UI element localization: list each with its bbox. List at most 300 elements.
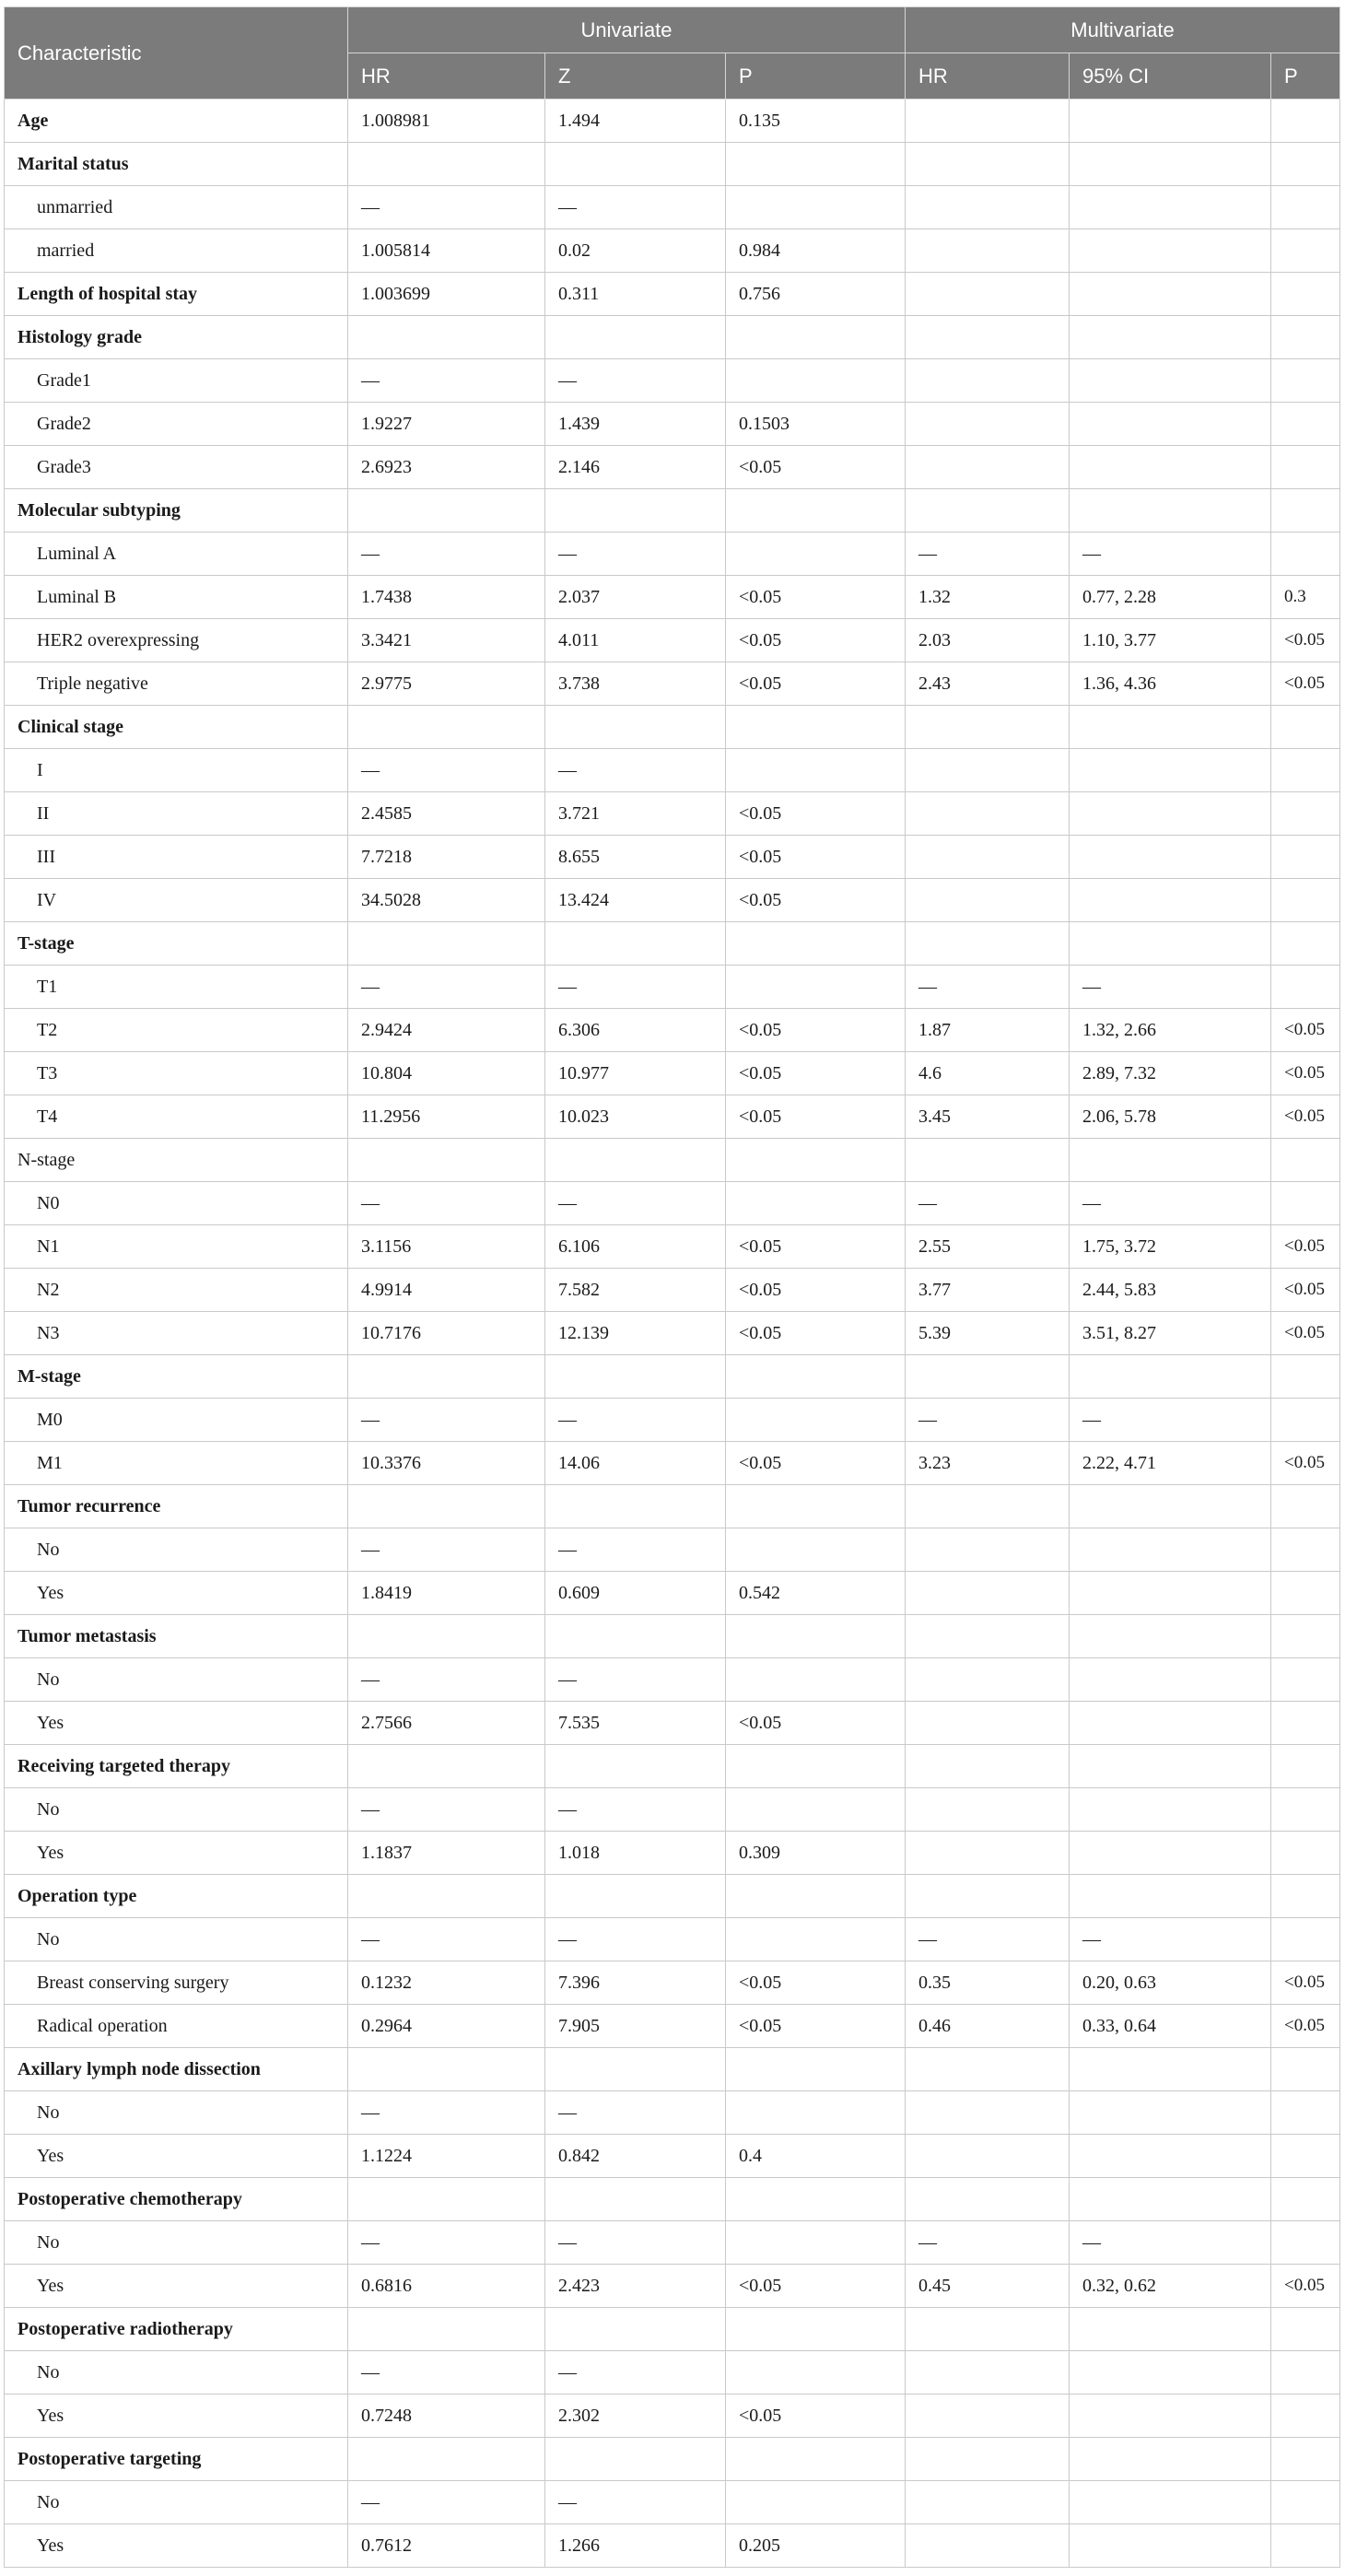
- uni-hr-cell: 10.804: [348, 1052, 545, 1095]
- uni-hr-cell: —: [348, 2351, 545, 2395]
- table-row: [5, 1182, 1340, 1225]
- uni-hr-cell: [348, 1485, 545, 1528]
- multi-p-cell: [1271, 1918, 1340, 1961]
- uni-hr-cell: [348, 1615, 545, 1658]
- characteristic-cell: No: [5, 1788, 348, 1832]
- uni-z-cell: 0.311: [545, 273, 726, 316]
- multi-hr-cell: [906, 273, 1070, 316]
- multi-p-cell: [1271, 879, 1340, 922]
- uni-hr-cell: —: [348, 1918, 545, 1961]
- uni-hr-cell: —: [348, 1399, 545, 1442]
- multi-p-cell: <0.05: [1271, 2265, 1340, 2308]
- multi-p-cell: [1271, 1658, 1340, 1702]
- uni-p-cell: <0.05: [726, 576, 906, 619]
- characteristic-cell: III: [5, 836, 348, 879]
- uni-hr-cell: 1.008981: [348, 100, 545, 143]
- characteristic-cell: Length of hospital stay: [5, 273, 348, 316]
- uni-z-cell: —: [545, 1528, 726, 1572]
- uni-z-cell: 7.396: [545, 1961, 726, 2005]
- uni-z-cell: 2.423: [545, 2265, 726, 2308]
- multi-hr-cell: —: [906, 1918, 1070, 1961]
- multi-p-cell: [1271, 792, 1340, 836]
- uni-z-cell: [545, 1355, 726, 1399]
- uni-p-cell: <0.05: [726, 619, 906, 662]
- uni-z-cell: [545, 489, 726, 533]
- characteristic-cell: Yes: [5, 1702, 348, 1745]
- multi-hr-cell: 2.55: [906, 1225, 1070, 1269]
- multi-ci-cell: [1070, 1832, 1271, 1875]
- uni-hr-cell: 10.7176: [348, 1312, 545, 1355]
- uni-p-cell: <0.05: [726, 1095, 906, 1139]
- table-row: [5, 749, 1340, 792]
- multi-p-cell: [1271, 1788, 1340, 1832]
- characteristic-cell: No: [5, 2091, 348, 2135]
- uni-p-cell: <0.05: [726, 836, 906, 879]
- table-row: [5, 229, 1340, 273]
- multi-hr-cell: [906, 229, 1070, 273]
- uni-p-cell: [726, 1399, 906, 1442]
- multi-p-cell: [1271, 2524, 1340, 2568]
- table-row: [5, 1788, 1340, 1832]
- multi-ci-cell: —: [1070, 2221, 1271, 2265]
- uni-p-cell: <0.05: [726, 662, 906, 706]
- multi-hr-cell: 0.45: [906, 2265, 1070, 2308]
- multi-ci-cell: [1070, 2481, 1271, 2524]
- uni-z-cell: 6.306: [545, 1009, 726, 1052]
- table-row: [5, 576, 1340, 619]
- multi-hr-cell: [906, 2091, 1070, 2135]
- multi-hr-cell: [906, 2395, 1070, 2438]
- characteristic-cell: Breast conserving surgery: [5, 1961, 348, 2005]
- uni-hr-cell: [348, 1745, 545, 1788]
- multi-p-cell: [1271, 966, 1340, 1009]
- multi-hr-cell: [906, 403, 1070, 446]
- multi-ci-cell: —: [1070, 1399, 1271, 1442]
- multi-ci-cell: [1070, 1788, 1271, 1832]
- uni-hr-cell: [348, 706, 545, 749]
- multi-ci-cell: [1070, 1355, 1271, 1399]
- table-row: [5, 1875, 1340, 1918]
- uni-hr-cell: 1.003699: [348, 273, 545, 316]
- multi-ci-cell: [1070, 749, 1271, 792]
- multi-p-cell: [1271, 1182, 1340, 1225]
- uni-hr-cell: [348, 2308, 545, 2351]
- multi-ci-cell: [1070, 1139, 1271, 1182]
- multi-hr-cell: 3.77: [906, 1269, 1070, 1312]
- characteristic-cell: II: [5, 792, 348, 836]
- multi-p-cell: [1271, 143, 1340, 186]
- multi-ci-cell: 2.06, 5.78: [1070, 1095, 1271, 1139]
- uni-p-cell: 0.4: [726, 2135, 906, 2178]
- uni-z-cell: —: [545, 749, 726, 792]
- uni-hr-cell: [348, 143, 545, 186]
- uni-z-cell: —: [545, 533, 726, 576]
- characteristic-cell: Yes: [5, 2524, 348, 2568]
- uni-p-cell: [726, 1485, 906, 1528]
- multi-p-cell: [1271, 403, 1340, 446]
- characteristic-cell: Yes: [5, 1572, 348, 1615]
- table-row: [5, 662, 1340, 706]
- multi-p-cell: <0.05: [1271, 1442, 1340, 1485]
- characteristic-cell: Operation type: [5, 1875, 348, 1918]
- multi-ci-cell: [1070, 359, 1271, 403]
- uni-z-cell: 8.655: [545, 836, 726, 879]
- characteristic-cell: Marital status: [5, 143, 348, 186]
- uni-p-cell: [726, 2351, 906, 2395]
- uni-p-cell: [726, 2091, 906, 2135]
- multi-hr-cell: [906, 792, 1070, 836]
- uni-z-cell: 6.106: [545, 1225, 726, 1269]
- uni-z-cell: 1.018: [545, 1832, 726, 1875]
- table-row: [5, 2048, 1340, 2091]
- multi-hr-cell: [906, 143, 1070, 186]
- characteristic-cell: No: [5, 2481, 348, 2524]
- multi-hr-cell: [906, 1139, 1070, 1182]
- uni-z-cell: [545, 1615, 726, 1658]
- uni-p-cell: 0.309: [726, 1832, 906, 1875]
- multi-ci-cell: —: [1070, 966, 1271, 1009]
- characteristic-cell: HER2 overexpressing: [5, 619, 348, 662]
- uni-hr-cell: 1.7438: [348, 576, 545, 619]
- multi-hr-cell: 4.6: [906, 1052, 1070, 1095]
- table-row: [5, 1485, 1340, 1528]
- multi-p-cell: [1271, 706, 1340, 749]
- multi-hr-cell: [906, 1788, 1070, 1832]
- uni-hr-cell: 7.7218: [348, 836, 545, 879]
- uni-hr-cell: 2.9775: [348, 662, 545, 706]
- table-row: [5, 533, 1340, 576]
- uni-z-cell: —: [545, 359, 726, 403]
- multi-p-cell: <0.05: [1271, 619, 1340, 662]
- uni-z-cell: 1.439: [545, 403, 726, 446]
- uni-hr-cell: [348, 2048, 545, 2091]
- uni-hr-cell: 3.3421: [348, 619, 545, 662]
- multi-ci-cell: [1070, 2395, 1271, 2438]
- multi-ci-cell: [1070, 2438, 1271, 2481]
- multi-hr-cell: [906, 1615, 1070, 1658]
- characteristic-cell: I: [5, 749, 348, 792]
- uni-p-cell: <0.05: [726, 2265, 906, 2308]
- uni-p-cell: [726, 489, 906, 533]
- uni-p-header: P: [726, 53, 906, 100]
- multi-ci-cell: 1.10, 3.77: [1070, 619, 1271, 662]
- characteristic-cell: No: [5, 2221, 348, 2265]
- uni-p-cell: [726, 1918, 906, 1961]
- multi-hr-cell: 0.35: [906, 1961, 1070, 2005]
- multi-p-cell: [1271, 316, 1340, 359]
- multi-hr-cell: [906, 2178, 1070, 2221]
- multi-ci-cell: —: [1070, 1182, 1271, 1225]
- characteristic-cell: Luminal A: [5, 533, 348, 576]
- multi-hr-cell: [906, 1355, 1070, 1399]
- multi-ci-cell: 2.22, 4.71: [1070, 1442, 1271, 1485]
- uni-z-cell: 4.011: [545, 619, 726, 662]
- table-row: [5, 966, 1340, 1009]
- uni-z-cell: [545, 1745, 726, 1788]
- uni-hr-cell: —: [348, 2221, 545, 2265]
- uni-z-cell: 7.905: [545, 2005, 726, 2048]
- multi-ci-cell: 0.32, 0.62: [1070, 2265, 1271, 2308]
- multi-ci-cell: [1070, 2351, 1271, 2395]
- uni-hr-cell: 2.4585: [348, 792, 545, 836]
- uni-p-cell: <0.05: [726, 1961, 906, 2005]
- uni-z-cell: 2.037: [545, 576, 726, 619]
- characteristic-cell: Yes: [5, 1832, 348, 1875]
- uni-p-cell: [726, 1528, 906, 1572]
- multi-hr-cell: 3.23: [906, 1442, 1070, 1485]
- multi-p-cell: [1271, 1615, 1340, 1658]
- uni-hr-cell: 1.1837: [348, 1832, 545, 1875]
- characteristic-cell: T4: [5, 1095, 348, 1139]
- multi-ci-cell: [1070, 143, 1271, 186]
- uni-p-cell: 0.984: [726, 229, 906, 273]
- multi-p-cell: [1271, 2481, 1340, 2524]
- multi-p-cell: [1271, 2351, 1340, 2395]
- characteristic-cell: No: [5, 1658, 348, 1702]
- characteristic-cell: Grade2: [5, 403, 348, 446]
- multi-p-cell: [1271, 359, 1340, 403]
- table-row: [5, 1615, 1340, 1658]
- multi-p-cell: <0.05: [1271, 662, 1340, 706]
- uni-p-cell: [726, 1615, 906, 1658]
- uni-p-cell: 0.542: [726, 1572, 906, 1615]
- table-row: [5, 2265, 1340, 2308]
- uni-z-cell: 0.842: [545, 2135, 726, 2178]
- table-row: [5, 922, 1340, 966]
- uni-z-cell: 14.06: [545, 1442, 726, 1485]
- multi-ci-cell: 1.75, 3.72: [1070, 1225, 1271, 1269]
- table-row: [5, 446, 1340, 489]
- table-row: [5, 359, 1340, 403]
- table-row: [5, 706, 1340, 749]
- uni-p-cell: <0.05: [726, 1225, 906, 1269]
- multi-hr-cell: [906, 186, 1070, 229]
- uni-z-cell: 10.023: [545, 1095, 726, 1139]
- multi-hr-cell: 0.46: [906, 2005, 1070, 2048]
- multi-hr-cell: 3.45: [906, 1095, 1070, 1139]
- multi-p-cell: [1271, 1875, 1340, 1918]
- multi-hr-cell: [906, 1658, 1070, 1702]
- multi-p-header: P: [1271, 53, 1340, 100]
- uni-hr-cell: 0.2964: [348, 2005, 545, 2048]
- characteristic-cell: N3: [5, 1312, 348, 1355]
- multi-p-cell: [1271, 922, 1340, 966]
- uni-p-cell: [726, 2178, 906, 2221]
- multi-ci-cell: [1070, 1485, 1271, 1528]
- multi-p-cell: [1271, 2048, 1340, 2091]
- uni-hr-cell: —: [348, 2091, 545, 2135]
- characteristic-cell: Axillary lymph node dissection: [5, 2048, 348, 2091]
- multi-ci-cell: 0.77, 2.28: [1070, 576, 1271, 619]
- uni-p-cell: [726, 749, 906, 792]
- uni-z-cell: 1.266: [545, 2524, 726, 2568]
- uni-hr-cell: —: [348, 359, 545, 403]
- uni-p-cell: [726, 1745, 906, 1788]
- multi-ci-cell: [1070, 100, 1271, 143]
- table-row: [5, 792, 1340, 836]
- multi-ci-cell: [1070, 2135, 1271, 2178]
- multi-p-cell: [1271, 2308, 1340, 2351]
- table-row: [5, 836, 1340, 879]
- characteristic-cell: Yes: [5, 2135, 348, 2178]
- uni-p-cell: [726, 533, 906, 576]
- uni-hr-cell: 3.1156: [348, 1225, 545, 1269]
- uni-p-cell: <0.05: [726, 2395, 906, 2438]
- multi-ci-cell: —: [1070, 1918, 1271, 1961]
- characteristic-cell: Yes: [5, 2265, 348, 2308]
- uni-p-cell: [726, 1182, 906, 1225]
- multi-ci-header: 95% CI: [1070, 53, 1271, 100]
- multi-p-cell: [1271, 2395, 1340, 2438]
- uni-z-cell: 1.494: [545, 100, 726, 143]
- uni-z-cell: —: [545, 2091, 726, 2135]
- uni-z-cell: 13.424: [545, 879, 726, 922]
- characteristic-cell: T3: [5, 1052, 348, 1095]
- table-row: [5, 1528, 1340, 1572]
- uni-p-cell: <0.05: [726, 1702, 906, 1745]
- table-row: [5, 2308, 1340, 2351]
- uni-p-cell: [726, 1139, 906, 1182]
- uni-p-cell: [726, 2308, 906, 2351]
- uni-hr-cell: 2.6923: [348, 446, 545, 489]
- uni-z-cell: 10.977: [545, 1052, 726, 1095]
- uni-p-cell: <0.05: [726, 1312, 906, 1355]
- uni-z-cell: [545, 2178, 726, 2221]
- uni-z-cell: 0.02: [545, 229, 726, 273]
- uni-p-cell: [726, 1875, 906, 1918]
- multi-hr-cell: —: [906, 1399, 1070, 1442]
- characteristic-cell: No: [5, 1528, 348, 1572]
- characteristic-cell: Yes: [5, 2395, 348, 2438]
- uni-hr-cell: —: [348, 749, 545, 792]
- table-row: [5, 1961, 1340, 2005]
- multi-p-cell: [1271, 1832, 1340, 1875]
- uni-hr-cell: —: [348, 1182, 545, 1225]
- table-row: [5, 1572, 1340, 1615]
- multi-hr-cell: [906, 879, 1070, 922]
- characteristic-cell: Postoperative radiotherapy: [5, 2308, 348, 2351]
- multi-ci-cell: [1070, 1875, 1271, 1918]
- multi-p-cell: [1271, 2091, 1340, 2135]
- uni-p-cell: 0.135: [726, 100, 906, 143]
- uni-z-cell: —: [545, 2351, 726, 2395]
- multi-hr-cell: [906, 100, 1070, 143]
- uni-z-cell: 3.721: [545, 792, 726, 836]
- uni-z-cell: —: [545, 1399, 726, 1442]
- uni-z-cell: [545, 1139, 726, 1182]
- multi-hr-cell: —: [906, 1182, 1070, 1225]
- uni-hr-cell: [348, 316, 545, 359]
- characteristic-cell: Triple negative: [5, 662, 348, 706]
- uni-hr-cell: 0.7612: [348, 2524, 545, 2568]
- table-row: [5, 316, 1340, 359]
- table-row: [5, 2524, 1340, 2568]
- multi-p-cell: <0.05: [1271, 1052, 1340, 1095]
- characteristic-cell: Grade1: [5, 359, 348, 403]
- multi-p-cell: <0.05: [1271, 1961, 1340, 2005]
- multi-hr-cell: [906, 836, 1070, 879]
- multi-p-cell: <0.05: [1271, 1312, 1340, 1355]
- uni-p-cell: [726, 1658, 906, 1702]
- multi-ci-cell: [1070, 2048, 1271, 2091]
- univariate-header: Univariate: [348, 7, 906, 53]
- table-row: [5, 2091, 1340, 2135]
- multi-hr-cell: [906, 922, 1070, 966]
- multi-hr-cell: [906, 2135, 1070, 2178]
- uni-p-cell: [726, 2048, 906, 2091]
- characteristic-cell: No: [5, 1918, 348, 1961]
- uni-z-cell: —: [545, 966, 726, 1009]
- characteristic-cell: N1: [5, 1225, 348, 1269]
- multi-ci-cell: —: [1070, 533, 1271, 576]
- multi-ci-cell: [1070, 1528, 1271, 1572]
- uni-z-cell: [545, 1875, 726, 1918]
- table-row: [5, 1442, 1340, 1485]
- uni-hr-cell: —: [348, 966, 545, 1009]
- multi-p-cell: [1271, 1702, 1340, 1745]
- uni-hr-cell: 2.9424: [348, 1009, 545, 1052]
- table-body: [5, 100, 1340, 2568]
- table-row: [5, 186, 1340, 229]
- uni-z-cell: [545, 922, 726, 966]
- characteristic-cell: Tumor metastasis: [5, 1615, 348, 1658]
- uni-p-cell: [726, 2438, 906, 2481]
- multi-ci-cell: 2.89, 7.32: [1070, 1052, 1271, 1095]
- table-row: [5, 1702, 1340, 1745]
- multi-p-cell: [1271, 1528, 1340, 1572]
- uni-hr-cell: —: [348, 1528, 545, 1572]
- characteristic-cell: Age: [5, 100, 348, 143]
- multi-p-cell: [1271, 2438, 1340, 2481]
- uni-hr-cell: 0.7248: [348, 2395, 545, 2438]
- regression-table: [4, 6, 1340, 2568]
- uni-hr-cell: 1.1224: [348, 2135, 545, 2178]
- uni-z-cell: [545, 143, 726, 186]
- uni-hr-cell: 1.005814: [348, 229, 545, 273]
- multi-ci-cell: 3.51, 8.27: [1070, 1312, 1271, 1355]
- table-row: [5, 2395, 1340, 2438]
- uni-z-cell: 0.609: [545, 1572, 726, 1615]
- table-row: [5, 1355, 1340, 1399]
- uni-z-cell: 7.535: [545, 1702, 726, 1745]
- characteristic-cell: M-stage: [5, 1355, 348, 1399]
- multi-ci-cell: [1070, 489, 1271, 533]
- table-row: [5, 143, 1340, 186]
- uni-p-cell: [726, 316, 906, 359]
- multi-hr-cell: [906, 2481, 1070, 2524]
- multi-hr-cell: [906, 316, 1070, 359]
- uni-z-cell: 3.738: [545, 662, 726, 706]
- multi-p-cell: [1271, 2135, 1340, 2178]
- uni-hr-cell: [348, 1139, 545, 1182]
- multi-p-cell: [1271, 273, 1340, 316]
- multi-p-cell: [1271, 1572, 1340, 1615]
- multi-hr-cell: —: [906, 533, 1070, 576]
- table-row: [5, 619, 1340, 662]
- multi-ci-cell: [1070, 706, 1271, 749]
- multi-hr-cell: [906, 1485, 1070, 1528]
- uni-z-cell: —: [545, 1918, 726, 1961]
- multi-p-cell: [1271, 2178, 1340, 2221]
- multi-ci-cell: 0.20, 0.63: [1070, 1961, 1271, 2005]
- multi-hr-cell: [906, 2048, 1070, 2091]
- uni-p-cell: [726, 922, 906, 966]
- characteristic-cell: married: [5, 229, 348, 273]
- multi-p-cell: [1271, 229, 1340, 273]
- characteristic-cell: T1: [5, 966, 348, 1009]
- multi-hr-cell: —: [906, 2221, 1070, 2265]
- uni-z-cell: 2.146: [545, 446, 726, 489]
